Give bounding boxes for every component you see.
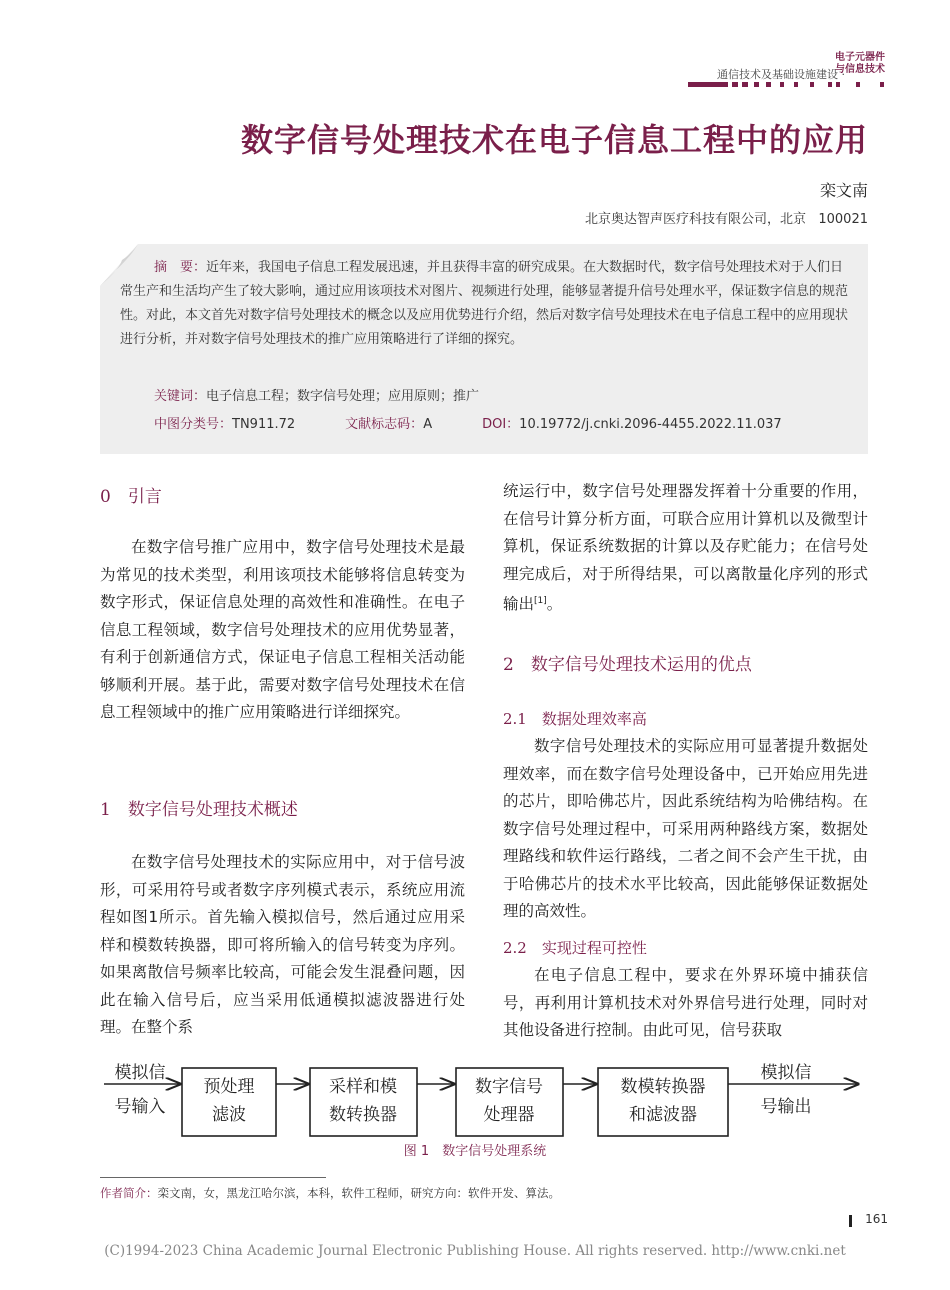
section-1-paragraph: 在数字信号处理技术的实际应用中，对于信号波形，可采用符号或者数字序列模式表示，系统应用流程如图1所示。首先输入模拟信号，然后通过应用采样和模数转换器，即可将所输入的信号转变为序列。如果离散信号频率比较高，可能会发生混叠问题，因此在输入信号后，应当采用低通模拟滤波器进行处理。在整个系	[100, 853, 465, 1036]
author-info-text: 栾文南，女，黑龙江哈尔滨，本科，软件工程师，研究方向：软件开发、算法。	[157, 1186, 560, 1200]
header-decoration	[688, 80, 888, 90]
section-2-2-paragraph: 在电子信息工程中，要求在外界环境中捕获信号，再利用计算机技术对外界信号进行处理，同时对其他设备进行控制。由此可见，信号获取	[503, 966, 868, 1039]
abstract	[120, 256, 850, 352]
keywords-text: 电子信息工程；数字信号处理；应用原则；推广	[206, 389, 480, 404]
output-label-1: 模拟信	[760, 1063, 812, 1083]
classification-line	[154, 413, 782, 432]
box-adc-label-1: 采样和模	[329, 1077, 397, 1097]
input-label-1: 模拟信	[114, 1063, 166, 1083]
input-label-2: 号输入	[114, 1097, 166, 1117]
author-affiliation: 北京奥达智声医疗科技有限公司，北京 100021	[584, 212, 868, 227]
section-2-2-heading: 2.2 实现过程可控性	[503, 939, 647, 957]
output-label-2: 号输出	[760, 1097, 812, 1117]
keywords-label: 关键词：	[154, 389, 207, 404]
box-preprocess-label-1: 预处理	[203, 1077, 255, 1097]
section-2-1-heading: 2.1 数据处理效率高	[503, 710, 647, 728]
clc-number: TN911.72	[232, 417, 296, 432]
section-0-heading: 0 引言	[100, 487, 162, 507]
doc-code-label: 文献标志码：	[345, 417, 424, 432]
citation-1: [1]	[534, 596, 547, 606]
section-2-heading: 2 数字信号处理技术运用的优点	[503, 655, 752, 675]
journal-name-line2: 与信息技术	[835, 64, 885, 75]
page-number-bar	[849, 1215, 852, 1227]
doc-code: A	[423, 417, 433, 432]
box-preprocess-label-2: 滤波	[212, 1105, 246, 1125]
section-1-heading: 1 数字信号处理技术概述	[100, 800, 298, 820]
section-0-paragraph: 在数字信号推广应用中，数字信号处理技术是最为常见的技术类型，利用该项技术能够将信息转变为数字形式，保证信息处理的高效性和准确性。在电子信息工程领域，数字信号处理技术的应用优势显著，有利于创新通信方式，保证电子信息工程相关活动能够顺利开展。基于此，需要对数字信号处理技术在信息工程领域中的推广应用策略进行详细探究。	[100, 538, 465, 721]
box-dac-label-2: 和滤波器	[629, 1105, 697, 1125]
author-info-label: 作者简介：	[100, 1186, 158, 1200]
box-dsp-label-2: 处理器	[483, 1105, 535, 1125]
author-name: 栾文南	[819, 181, 868, 200]
section-1-paragraph-continued	[503, 478, 868, 619]
box-dsp-label-1: 数字信号	[475, 1077, 543, 1097]
section-label: 通信技术及基础设施建设 ·	[717, 68, 845, 81]
box-dac-label-1: 数模转换器	[620, 1077, 706, 1097]
box-adc-label-2: 数转换器	[329, 1105, 397, 1125]
doi-label: DOI：	[482, 417, 520, 432]
section-1-end: 。	[546, 595, 563, 614]
doi: 10.19772/j.cnki.2096-4455.2022.11.037	[519, 417, 782, 432]
page-number: 161	[865, 1212, 888, 1226]
abstract-label: 摘 要：	[154, 260, 207, 275]
article-title: 数字信号处理技术在电子信息工程中的应用	[240, 121, 868, 159]
figure-1-caption: 图 1 数字信号处理系统	[403, 1144, 547, 1159]
section-1-continued-text: 统运行中，数字信号处理器发挥着十分重要的作用，在信号计算分析方面，可联合应用计算机以及微型计算机，保证系统数据的计算以及存贮能力；在信号处理完成后，对于所得结果，可以离散量化序列的形式输出	[503, 482, 868, 614]
clc-label: 中图分类号：	[154, 417, 233, 432]
journal-name-line1: 电子元器件	[835, 52, 885, 63]
footnote-rule	[100, 1177, 326, 1178]
author-info	[100, 1185, 560, 1201]
section-2-1-paragraph: 数字信号处理技术的实际应用可显著提升数据处理效率，而在数字信号处理设备中，已开始应用先进的芯片，即哈佛芯片，因此系统结构为哈佛结构。在数字信号处理过程中，可采用两种路线方案，数据处理路线和软件运行路线，二者之间不会产生干扰，由于哈佛芯片的技术水平比较高，因此能够保证数据处理的高效性。	[503, 737, 868, 920]
copyright-footer: (C)1994-2023 China Academic Journal Electronic Publishing House. All rights reserved. http://www.cnki.net	[104, 1243, 846, 1259]
keywords	[154, 385, 479, 404]
abstract-text: 近年来，我国电子信息工程发展迅速，并且获得丰富的研究成果。在大数据时代，数字信号处理技术对于人们日常生产和生活均产生了较大影响，通过应用该项技术对图片、视频进行处理，能够显著提升信号处理水平，保证数字信息的规范性。对此，本文首先对数字信号处理技术的概念以及应用优势进行介绍，然后对数字信号处理技术在电子信息工程中的应用现状进行分析，并对数字信号处理技术的推广应用策略进行了详细的探究。	[120, 260, 849, 347]
figure-1-diagram	[100, 1060, 870, 1142]
